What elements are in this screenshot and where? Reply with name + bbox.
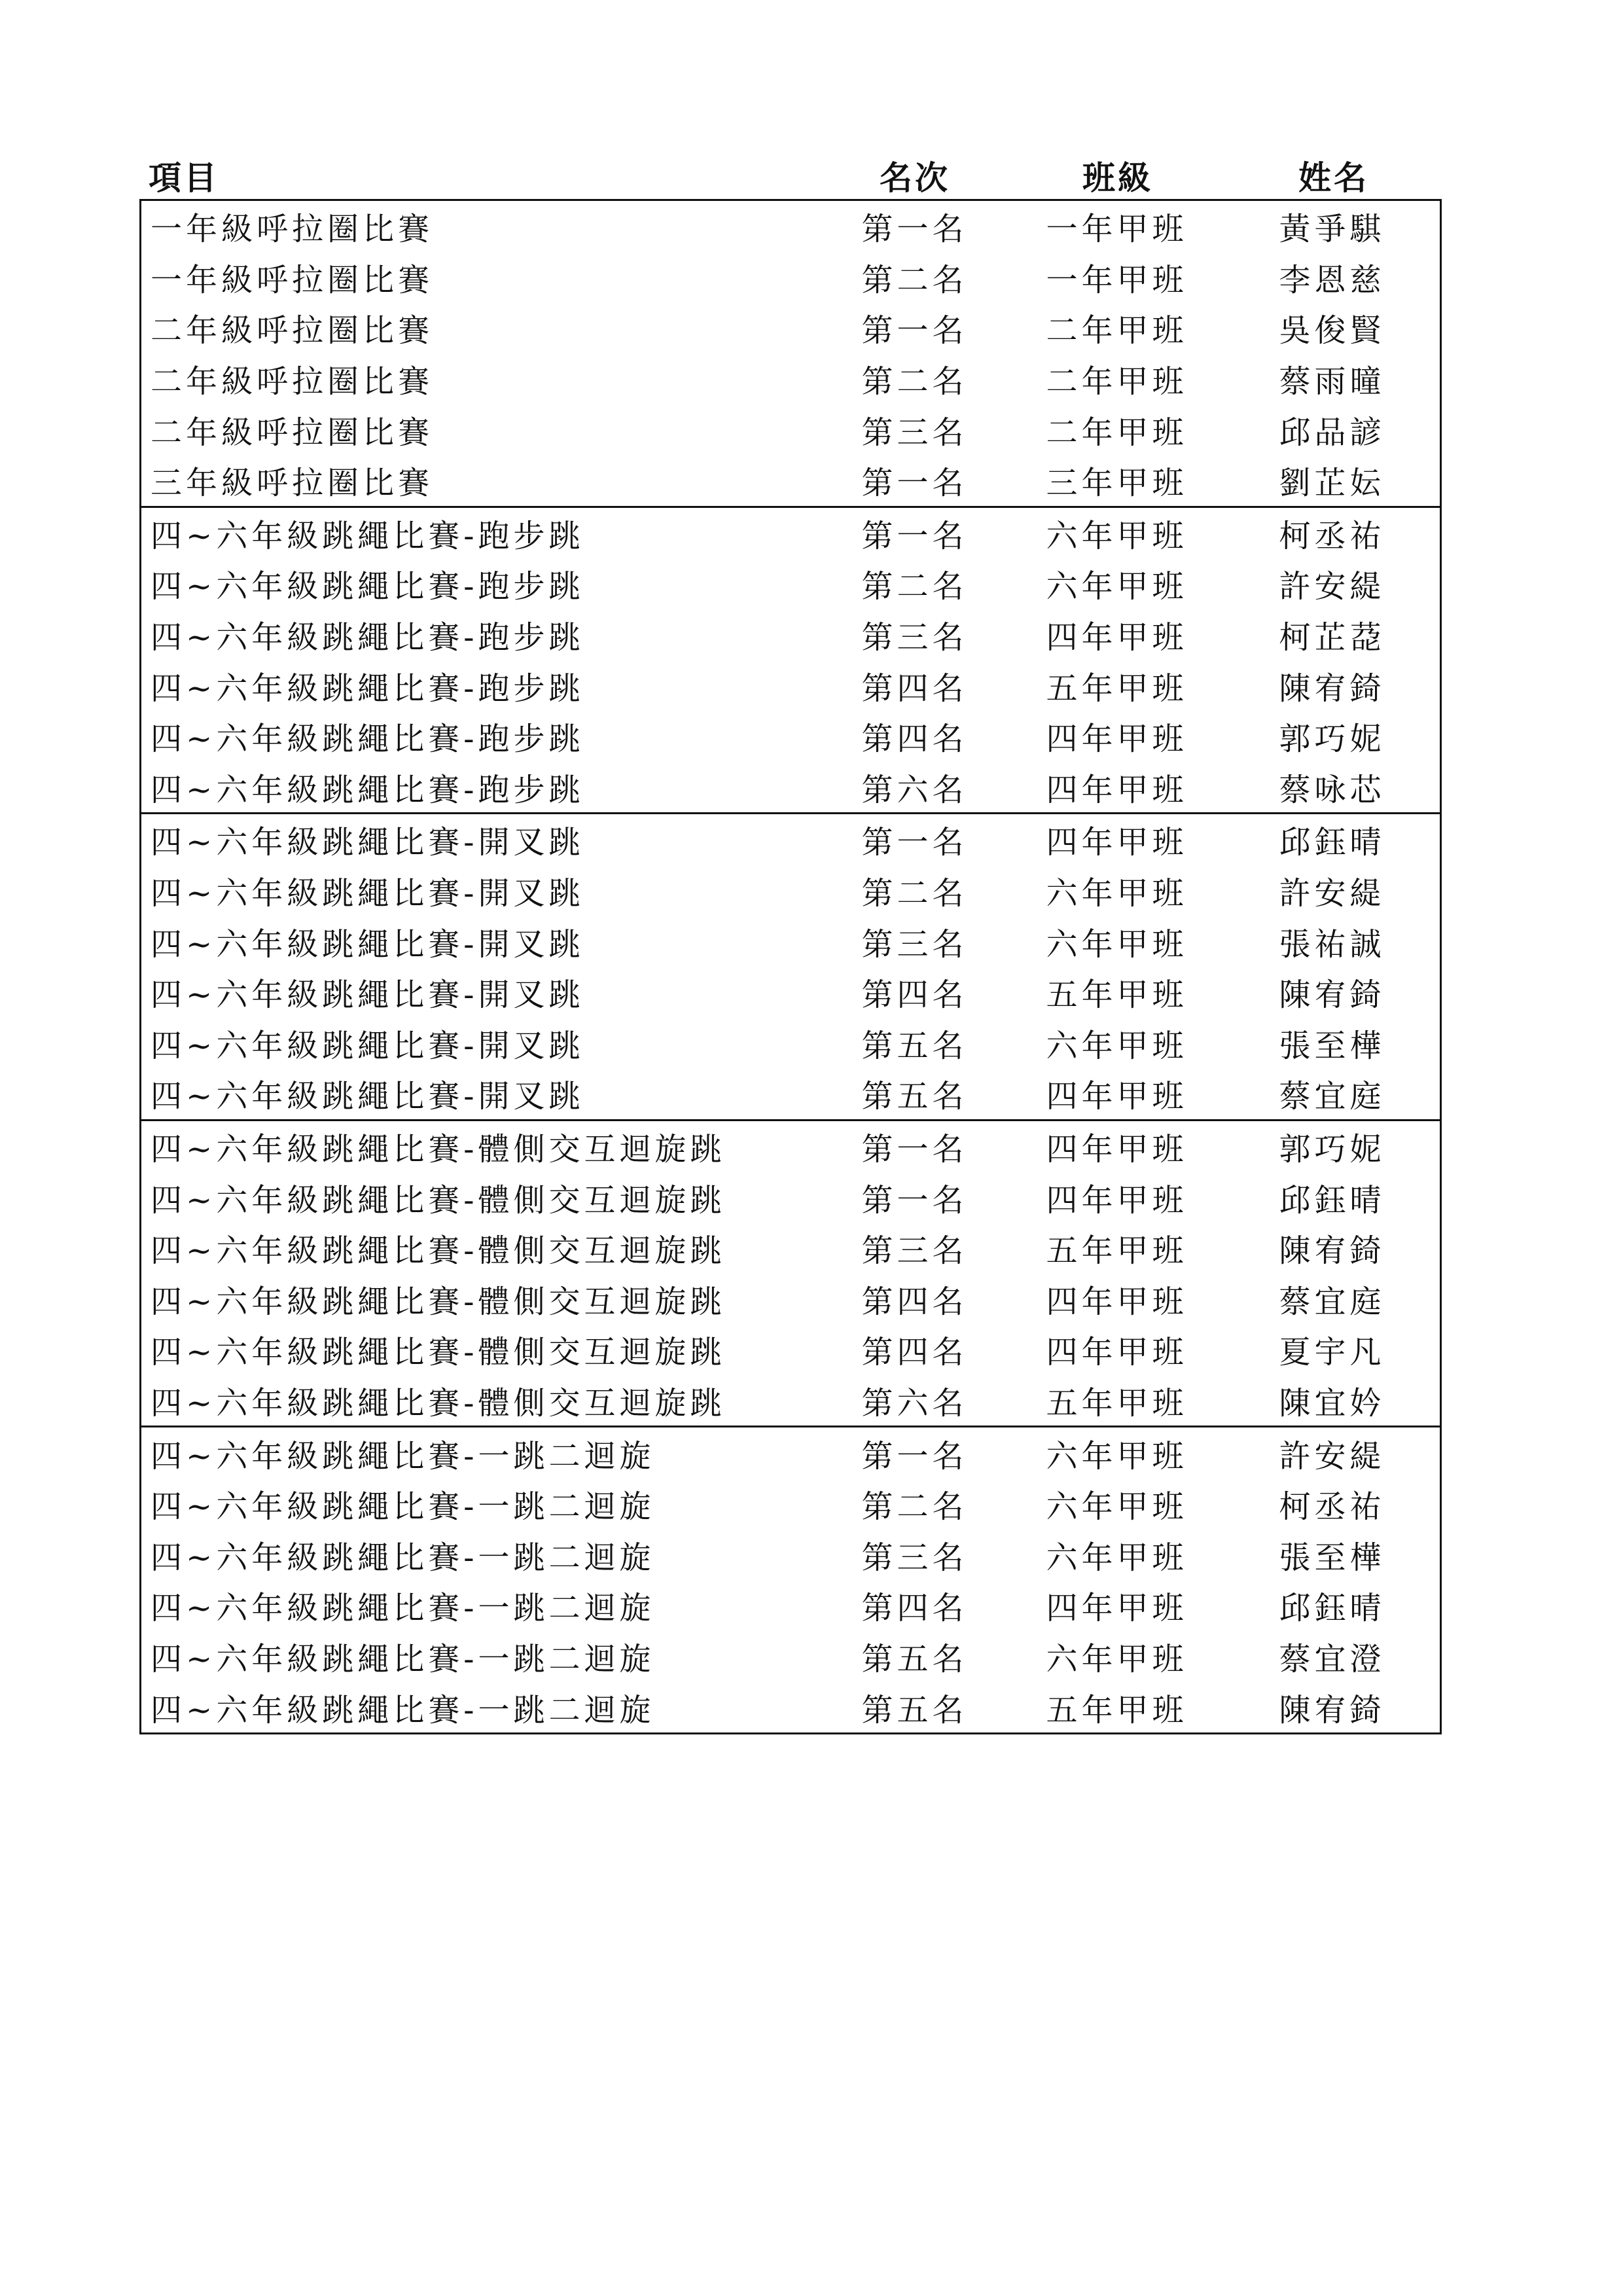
cell-class: 二年甲班 xyxy=(1046,414,1188,451)
cell-event: 二年級呼拉圈比賽 xyxy=(151,363,434,401)
cell-name: 邱品諺 xyxy=(1279,414,1385,451)
table-row xyxy=(141,1427,1440,1479)
table-row xyxy=(141,660,1440,711)
cell-event: 四~六年級跳繩比賽-體側交互迴旋跳 xyxy=(151,1334,726,1371)
table-group xyxy=(141,1119,1440,1426)
cell-rank: 第三名 xyxy=(861,1539,968,1576)
cell-event: 四~六年級跳繩比賽-一跳二迴旋 xyxy=(151,1437,655,1475)
cell-rank: 第五名 xyxy=(861,1691,968,1729)
cell-class: 五年甲班 xyxy=(1046,1691,1188,1729)
cell-name: 蔡宜庭 xyxy=(1279,1078,1385,1115)
cell-name: 夏宇凡 xyxy=(1279,1334,1385,1371)
cell-class: 六年甲班 xyxy=(1046,1640,1188,1677)
table-row xyxy=(141,1018,1440,1069)
cell-event: 三年級呼拉圈比賽 xyxy=(151,465,434,502)
cell-name: 張至樺 xyxy=(1279,1027,1385,1064)
cell-rank: 第一名 xyxy=(861,211,968,248)
cell-rank: 第四名 xyxy=(861,1283,968,1320)
cell-class: 三年甲班 xyxy=(1046,465,1188,502)
table-group xyxy=(141,506,1440,813)
table-row xyxy=(141,814,1440,865)
cell-name: 張祐誠 xyxy=(1279,925,1385,963)
cell-event: 四~六年級跳繩比賽-開叉跳 xyxy=(151,824,584,861)
header-name: 姓名 xyxy=(1298,159,1369,197)
cell-class: 四年甲班 xyxy=(1046,1590,1188,1627)
cell-event: 二年級呼拉圈比賽 xyxy=(151,414,434,451)
cell-class: 四年甲班 xyxy=(1046,771,1188,808)
cell-class: 一年甲班 xyxy=(1046,211,1188,248)
table-row xyxy=(141,558,1440,609)
cell-rank: 第五名 xyxy=(861,1640,968,1677)
cell-event: 四~六年級跳繩比賽-開叉跳 xyxy=(151,1027,584,1064)
cell-class: 五年甲班 xyxy=(1046,977,1188,1014)
cell-class: 四年甲班 xyxy=(1046,721,1188,758)
cell-event: 四~六年級跳繩比賽-體側交互迴旋跳 xyxy=(151,1181,726,1219)
cell-rank: 第二名 xyxy=(861,261,968,298)
cell-class: 四年甲班 xyxy=(1046,619,1188,656)
cell-name: 邱鈺晴 xyxy=(1279,1590,1385,1627)
table-row xyxy=(141,1172,1440,1223)
cell-name: 蔡咏芯 xyxy=(1279,771,1385,808)
cell-name: 陳宥錡 xyxy=(1279,1232,1385,1270)
cell-rank: 第六名 xyxy=(861,771,968,808)
cell-event: 四~六年級跳繩比賽-一跳二迴旋 xyxy=(151,1640,655,1677)
cell-name: 邱鈺晴 xyxy=(1279,824,1385,861)
cell-rank: 第四名 xyxy=(861,1590,968,1627)
table-row xyxy=(141,455,1440,506)
cell-event: 四~六年級跳繩比賽-開叉跳 xyxy=(151,1078,584,1115)
cell-rank: 第一名 xyxy=(861,312,968,350)
cell-rank: 第三名 xyxy=(861,619,968,656)
table-row xyxy=(141,1631,1440,1682)
cell-rank: 第一名 xyxy=(861,1437,968,1475)
cell-rank: 第四名 xyxy=(861,721,968,758)
cell-event: 四~六年級跳繩比賽-一跳二迴旋 xyxy=(151,1590,655,1627)
cell-rank: 第一名 xyxy=(861,1130,968,1168)
cell-event: 四~六年級跳繩比賽-跑步跳 xyxy=(151,619,584,656)
table-row xyxy=(141,1375,1440,1426)
cell-class: 一年甲班 xyxy=(1046,261,1188,298)
table-row xyxy=(141,302,1440,353)
cell-name: 陳宜妗 xyxy=(1279,1384,1385,1422)
cell-name: 蔡雨曈 xyxy=(1279,363,1385,401)
header-event: 項目 xyxy=(149,159,219,197)
cell-class: 四年甲班 xyxy=(1046,1181,1188,1219)
cell-class: 六年甲班 xyxy=(1046,1539,1188,1576)
cell-class: 五年甲班 xyxy=(1046,1232,1188,1270)
cell-rank: 第五名 xyxy=(861,1078,968,1115)
cell-class: 四年甲班 xyxy=(1046,1283,1188,1320)
cell-class: 四年甲班 xyxy=(1046,1130,1188,1168)
cell-class: 六年甲班 xyxy=(1046,1488,1188,1526)
cell-name: 邱鈺晴 xyxy=(1279,1181,1385,1219)
cell-rank: 第三名 xyxy=(861,1232,968,1270)
cell-rank: 第二名 xyxy=(861,363,968,401)
cell-rank: 第五名 xyxy=(861,1027,968,1064)
cell-name: 許安緹 xyxy=(1279,568,1385,605)
cell-rank: 第一名 xyxy=(861,517,968,554)
cell-rank: 第三名 xyxy=(861,414,968,451)
cell-name: 柯丞祐 xyxy=(1279,517,1385,554)
table-row xyxy=(141,353,1440,404)
table-row xyxy=(141,762,1440,813)
cell-event: 四~六年級跳繩比賽-體側交互迴旋跳 xyxy=(151,1232,726,1270)
cell-class: 六年甲班 xyxy=(1046,568,1188,605)
table-row xyxy=(141,1580,1440,1631)
cell-rank: 第二名 xyxy=(861,568,968,605)
cell-event: 四~六年級跳繩比賽-跑步跳 xyxy=(151,771,584,808)
cell-name: 劉芷妘 xyxy=(1279,465,1385,502)
table-row xyxy=(141,201,1440,252)
cell-name: 張至樺 xyxy=(1279,1539,1385,1576)
cell-rank: 第一名 xyxy=(861,465,968,502)
table-row xyxy=(141,1273,1440,1324)
cell-event: 四~六年級跳繩比賽-體側交互迴旋跳 xyxy=(151,1384,726,1422)
cell-name: 陳宥錡 xyxy=(1279,1691,1385,1729)
table-group xyxy=(141,812,1440,1119)
cell-event: 四~六年級跳繩比賽-開叉跳 xyxy=(151,977,584,1014)
table-row xyxy=(141,404,1440,455)
cell-event: 一年級呼拉圈比賽 xyxy=(151,211,434,248)
cell-name: 黃爭騏 xyxy=(1279,211,1385,248)
table-row xyxy=(141,1068,1440,1119)
table-row xyxy=(141,916,1440,967)
cell-event: 四~六年級跳繩比賽-開叉跳 xyxy=(151,875,584,912)
cell-class: 六年甲班 xyxy=(1046,1437,1188,1475)
table-row xyxy=(141,1479,1440,1530)
table-row xyxy=(141,609,1440,660)
header-class: 班級 xyxy=(1082,159,1153,197)
cell-event: 一年級呼拉圈比賽 xyxy=(151,261,434,298)
table-group xyxy=(141,1426,1440,1732)
cell-rank: 第二名 xyxy=(861,875,968,912)
table-row xyxy=(141,1324,1440,1375)
results-table xyxy=(139,199,1442,1734)
cell-event: 二年級呼拉圈比賽 xyxy=(151,312,434,350)
cell-event: 四~六年級跳繩比賽-跑步跳 xyxy=(151,670,584,707)
cell-class: 四年甲班 xyxy=(1046,1334,1188,1371)
cell-name: 蔡宜庭 xyxy=(1279,1283,1385,1320)
table-row xyxy=(141,508,1440,559)
cell-class: 二年甲班 xyxy=(1046,312,1188,350)
cell-name: 柯芷莻 xyxy=(1279,619,1385,656)
cell-event: 四~六年級跳繩比賽-一跳二迴旋 xyxy=(151,1539,655,1576)
table-row xyxy=(141,865,1440,916)
cell-class: 四年甲班 xyxy=(1046,1078,1188,1115)
header-rank: 名次 xyxy=(880,159,950,197)
cell-name: 郭巧妮 xyxy=(1279,721,1385,758)
cell-class: 六年甲班 xyxy=(1046,875,1188,912)
table-row xyxy=(141,252,1440,303)
cell-rank: 第四名 xyxy=(861,670,968,707)
table-header xyxy=(139,152,1442,199)
cell-class: 二年甲班 xyxy=(1046,363,1188,401)
cell-name: 柯丞祐 xyxy=(1279,1488,1385,1526)
table-row xyxy=(141,711,1440,762)
cell-name: 李恩慈 xyxy=(1279,261,1385,298)
table-group xyxy=(141,201,1440,506)
cell-class: 六年甲班 xyxy=(1046,517,1188,554)
cell-name: 蔡宜澄 xyxy=(1279,1640,1385,1677)
cell-rank: 第六名 xyxy=(861,1384,968,1422)
cell-class: 六年甲班 xyxy=(1046,1027,1188,1064)
cell-rank: 第一名 xyxy=(861,1181,968,1219)
cell-event: 四~六年級跳繩比賽-跑步跳 xyxy=(151,517,584,554)
cell-event: 四~六年級跳繩比賽-一跳二迴旋 xyxy=(151,1488,655,1526)
cell-rank: 第四名 xyxy=(861,1334,968,1371)
cell-event: 四~六年級跳繩比賽-體側交互迴旋跳 xyxy=(151,1130,726,1168)
table-row xyxy=(141,1529,1440,1580)
table-row xyxy=(141,1121,1440,1172)
cell-name: 許安緹 xyxy=(1279,875,1385,912)
cell-class: 四年甲班 xyxy=(1046,824,1188,861)
cell-rank: 第二名 xyxy=(861,1488,968,1526)
cell-class: 五年甲班 xyxy=(1046,670,1188,707)
table-row xyxy=(141,967,1440,1018)
cell-name: 郭巧妮 xyxy=(1279,1130,1385,1168)
cell-name: 陳宥錡 xyxy=(1279,977,1385,1014)
table-row xyxy=(141,1223,1440,1274)
cell-class: 五年甲班 xyxy=(1046,1384,1188,1422)
cell-event: 四~六年級跳繩比賽-跑步跳 xyxy=(151,721,584,758)
cell-rank: 第三名 xyxy=(861,925,968,963)
cell-rank: 第四名 xyxy=(861,977,968,1014)
cell-name: 陳宥錡 xyxy=(1279,670,1385,707)
cell-event: 四~六年級跳繩比賽-體側交互迴旋跳 xyxy=(151,1283,726,1320)
cell-name: 吳俊賢 xyxy=(1279,312,1385,350)
cell-event: 四~六年級跳繩比賽-開叉跳 xyxy=(151,925,584,963)
cell-class: 六年甲班 xyxy=(1046,925,1188,963)
table-row xyxy=(141,1681,1440,1732)
cell-name: 許安緹 xyxy=(1279,1437,1385,1475)
cell-event: 四~六年級跳繩比賽-跑步跳 xyxy=(151,568,584,605)
cell-rank: 第一名 xyxy=(861,824,968,861)
cell-event: 四~六年級跳繩比賽-一跳二迴旋 xyxy=(151,1691,655,1729)
